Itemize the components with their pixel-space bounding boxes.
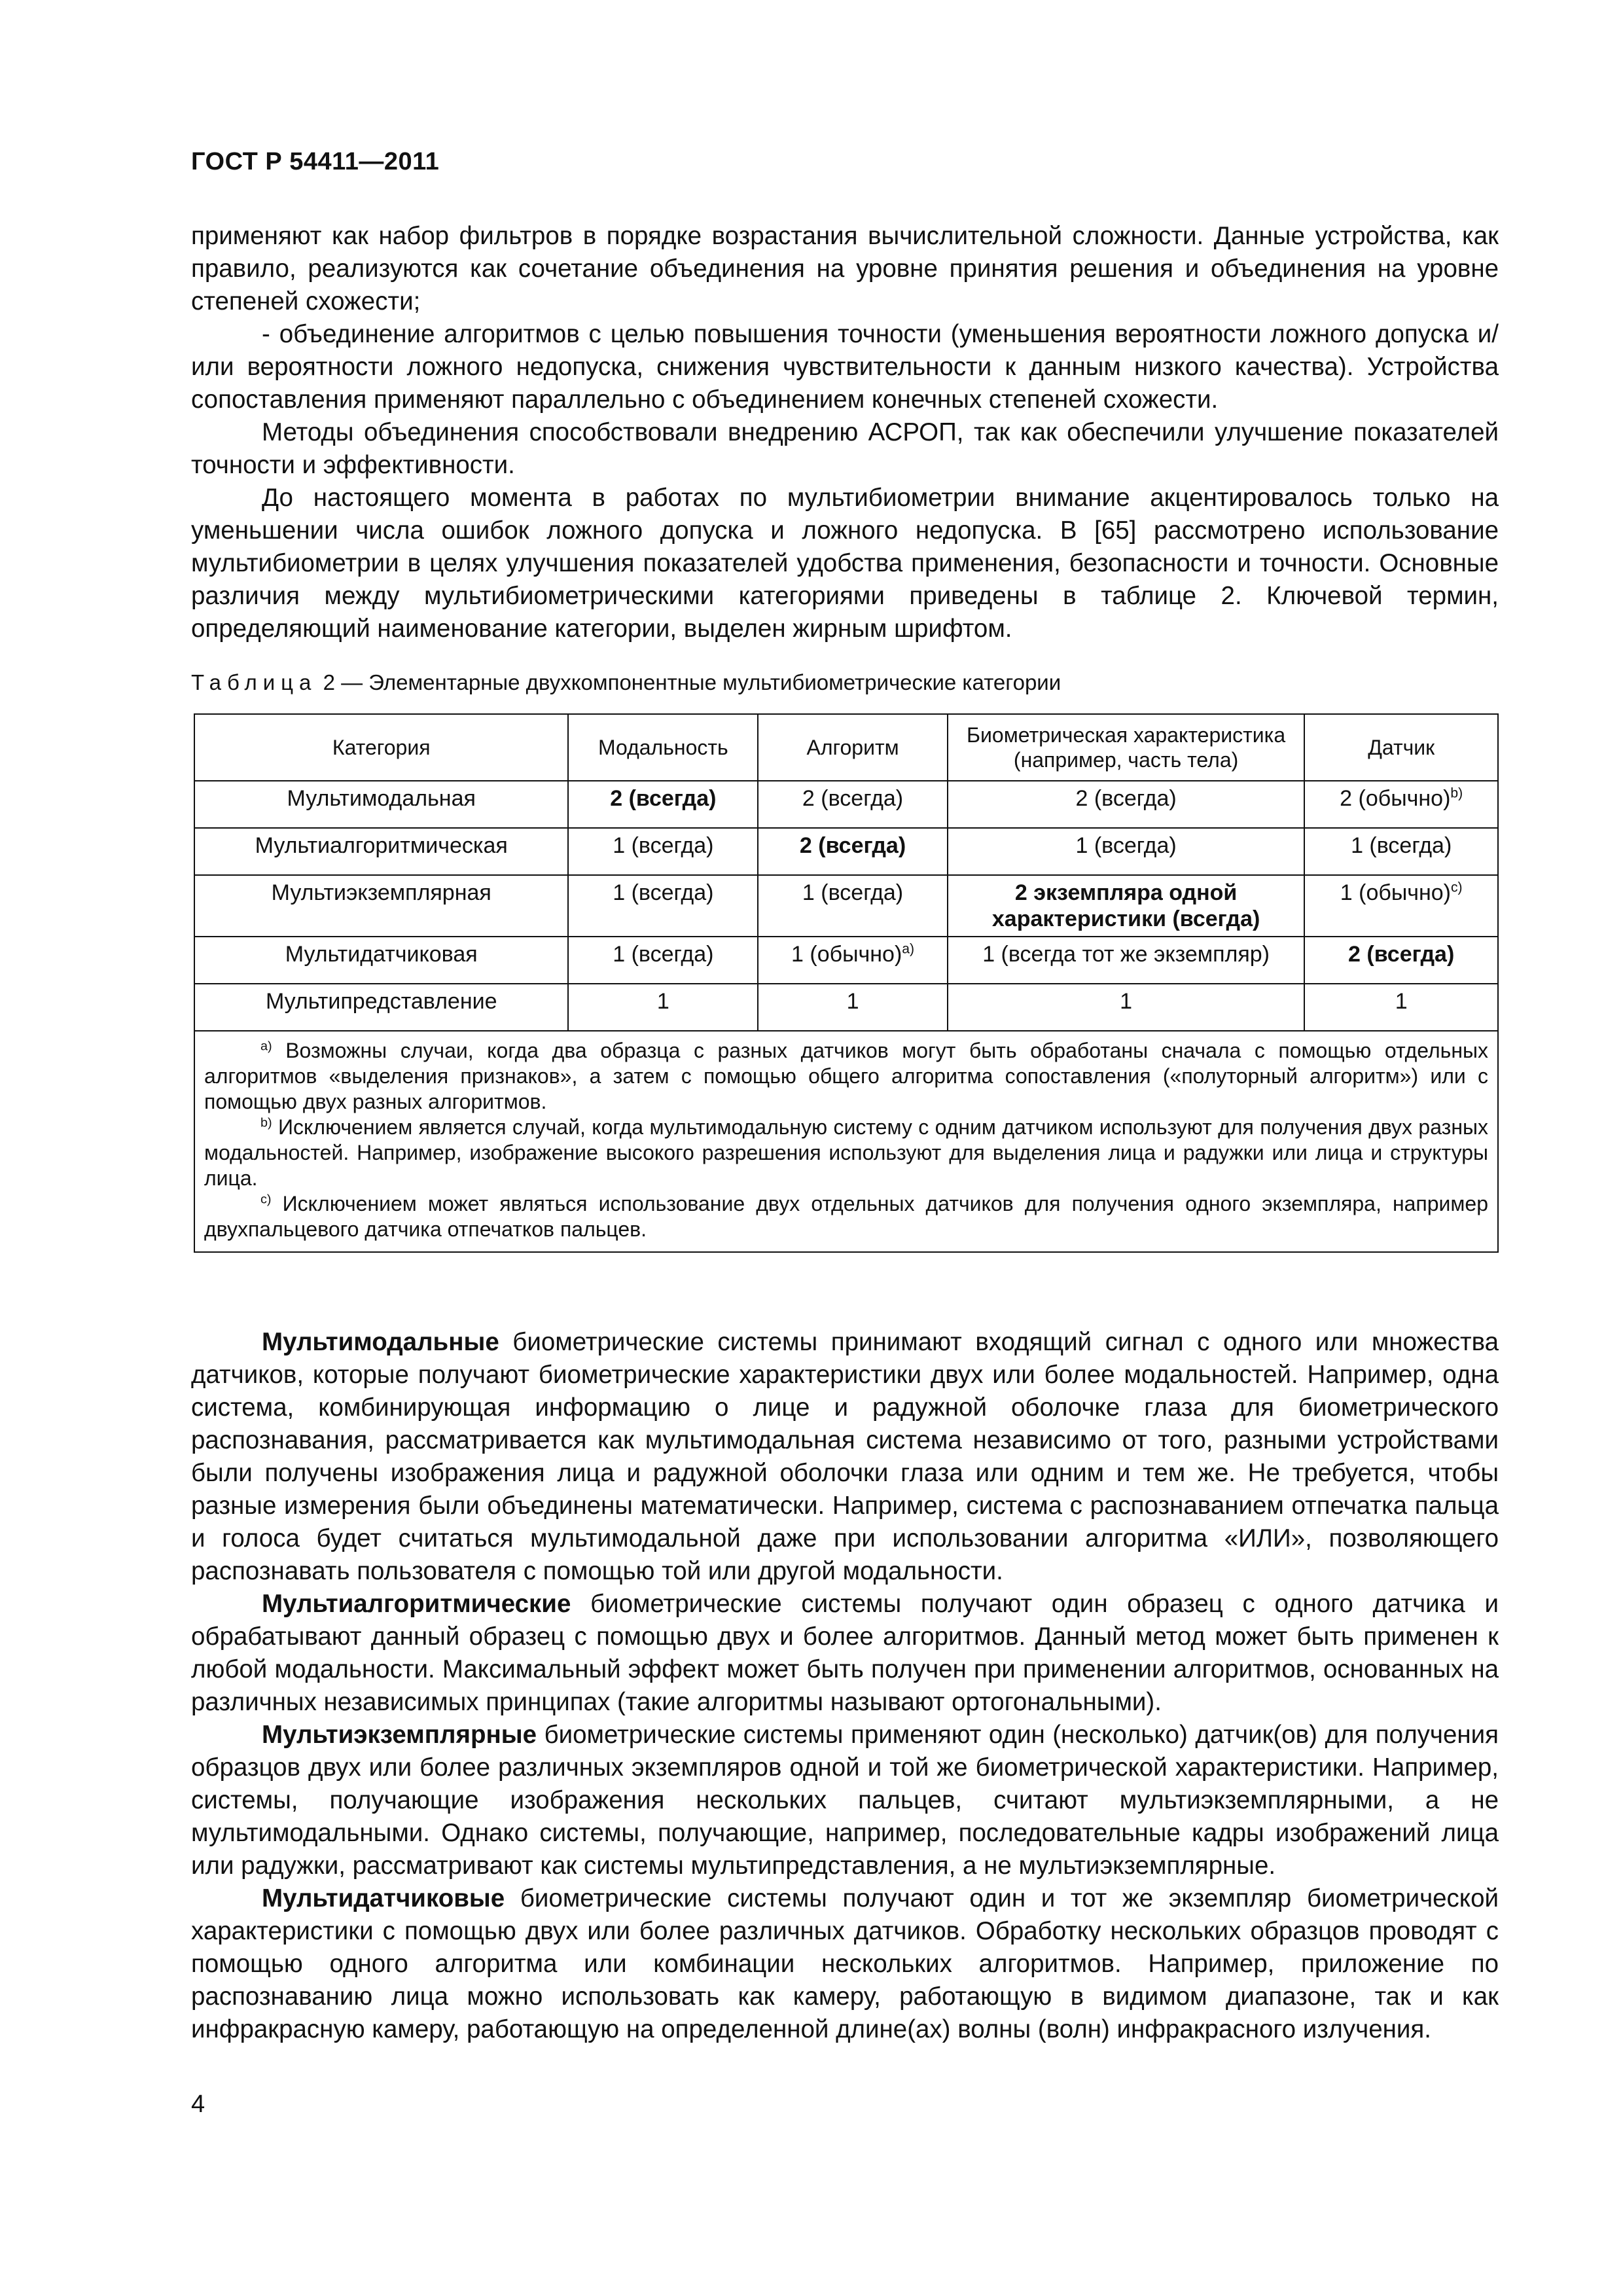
table-notes-row [194,1031,1498,1252]
definition-term: Мультиалгоритмические [262,1590,571,1618]
header-sensor: Датчик [1304,714,1498,781]
table-notes [194,1031,1498,1252]
definitions-text [191,1326,1499,2046]
header-characteristic: Биометрическая характеристика (например, часть тела) [948,714,1304,781]
cell-modality: 1 (всегда) [568,828,758,875]
paragraph: Методы объединения способствовали внедрению АСРОП, так как обеспечили улучшение показателей точности и эффективности. [191,418,1499,479]
table-note [204,1038,1488,1115]
cell-modality: 1 (всегда) [568,875,758,937]
table-note [204,1191,1488,1242]
definition-term: Мультимодальные [262,1328,499,1356]
cell-modality: 2 (всегда) [568,781,758,828]
table-row [194,875,1498,937]
header-modality: Модальность [568,714,758,781]
note-mark: b) [260,1115,272,1130]
cell-sensor: 1 [1304,984,1498,1031]
note-mark: a) [260,1039,272,1054]
paragraph: - объединение алгоритмов с целью повышения точности (уменьшения вероятности ложного допуска и/или вероятности ложного недопуска, снижения чувствительности к данным низкого качества). Устройства сопоставления применяют параллельно с объединением конечных степеней схожести. [191,320,1499,414]
paragraph: До настоящего момента в работах по мультибиометрии внимание акцентировалось только на уменьшении числа ошибок ложного допуска и ложного недопуска. В [65] рассмотрено использование мультибиометрии в целях улучшения показателей удобства применения, безопасности и точности. Основные различия между мультибиометрическими категориями приведены в таблице 2. Ключевой термин, определяющий наименование категории, выделен жирным шрифтом. [191,484,1499,643]
definition-term: Мультиэкземплярные [262,1721,537,1749]
document-header: ГОСТ Р 54411—2011 [191,148,440,175]
cell-modality: 1 (всегда) [568,937,758,984]
cell-algorithm: 2 (всегда) [758,781,948,828]
cell-algorithm: 1 (всегда) [758,875,948,937]
cell-algorithm: 1 [758,984,948,1031]
cell-sensor: 1 (всегда) [1304,828,1498,875]
definition-text: биометрические системы применяют один (несколько) датчик(ов) для получения образцов двух или более различных экземпляров одной и той же биометрической характеристики. Например, системы, получающие изображения нескольких пальцев, считают мультиэкземплярными, а не мультимодальными. Однако системы, получающие, например, последовательные кадры изображений лица или радужки, рассматривают как системы мультипредставления, а не мультиэкземплярные. [191,1721,1499,1880]
definition-paragraph [191,1326,1499,1588]
table-row [194,828,1498,875]
note-text: Возможны случаи, когда два образца с разных датчиков могут быть обработаны сначала с помощью отдельных алгоритмов «выделения признаков», а затем с помощью общего алгоритма сопоставления («полуторный алгоритм») или с помощью двух разных алгоритмов. [204,1039,1489,1113]
footnote-ref: b) [1450,785,1463,801]
definition-paragraph [191,1719,1499,1882]
cell-category: Мультиалгоритмическая [194,828,568,875]
cell-algorithm: 2 (всегда) [758,828,948,875]
cell-category: Мультимодальная [194,781,568,828]
categories-table [194,713,1499,1253]
definition-text: биометрические системы получают один и тот же экземпляр биометрической характеристики с помощью двух или более различных датчиков. Обработку нескольких образцов проводят с помощью одного алгоритма или комбинации нескольких алгоритмов. Например, приложение по распознаванию лица можно использовать как камеру, работающую в видимом диапазоне, так и как инфракрасную камеру, работающую на определенной длине(ах) волны (волн) инфракрасного излучения. [191,1884,1499,2043]
table-note [204,1115,1488,1191]
table-row [194,984,1498,1031]
footnote-ref: c) [1451,880,1463,895]
definition-paragraph [191,1882,1499,2046]
note-mark: c) [260,1192,272,1207]
cell-category: Мультипредставление [194,984,568,1031]
cell-characteristic: 1 (всегда) [948,828,1304,875]
table-header-row [194,714,1498,781]
header-category: Категория [194,714,568,781]
intro-text [191,220,1499,645]
cell-characteristic: 2 (всегда) [948,781,1304,828]
table-caption-label: Таблица [191,670,317,694]
cell-algorithm-value: 1 (обычно) [791,942,902,967]
cell-characteristic: 1 [948,984,1304,1031]
paragraph: применяют как набор фильтров в порядке возрастания вычислительной сложности. Данные устройства, как правило, реализуются как сочетание объединения на уровне принятия решения и объединения на уровне степеней схожести; [191,222,1499,315]
cell-sensor: 2 (всегда) [1304,937,1498,984]
note-text: Исключением является случай, когда мультимодальную систему с одним датчиком используют для получения двух разных модальностей. Например, изображение высокого разрешения используют для выделения лица и радужки или лица и структуры лица. [204,1115,1489,1190]
note-text: Исключением может являться использование двух отдельных датчиков для получения одного экземпляра, например двухпальцевого датчика отпечатков пальцев. [204,1192,1489,1241]
definition-paragraph [191,1588,1499,1719]
cell-modality: 1 [568,984,758,1031]
table-row [194,937,1498,984]
footnote-ref: a) [902,941,915,957]
definition-term: Мультидатчиковые [262,1884,505,1912]
cell-sensor-value: 2 (обычно) [1340,786,1451,811]
cell-category: Мультидатчиковая [194,937,568,984]
header-algorithm: Алгоритм [758,714,948,781]
cell-sensor [1304,781,1498,828]
table-row [194,781,1498,828]
page-number: 4 [191,2090,205,2118]
cell-algorithm [758,937,948,984]
cell-sensor [1304,875,1498,937]
table-caption [191,669,1061,696]
cell-characteristic: 2 экземпляра одной характеристики (всегда) [948,875,1304,937]
definition-text: биометрические системы получают один образец с одного датчика и обрабатывают данный образец с помощью двух и более алгоритмов. Данный метод может быть применен к любой модальности. Максимальный эффект может быть получен при применении алгоритмов, основанных на различных независимых принципах (такие алгоритмы называют ортогональными). [191,1590,1499,1716]
table-caption-text: 2 — Элементарные двухкомпонентные мультибиометрические категории [323,670,1061,694]
cell-characteristic: 1 (всегда тот же экземпляр) [948,937,1304,984]
definition-text: биометрические системы принимают входящий сигнал с одного или множества датчиков, которые получают биометрические характеристики двух или более модальностей. Например, одна система, комбинирующая информацию о лице и радужной оболочке глаза для биометрического распознавания, рассматривается как мультимодальная система независимо от того, разными устройствами были получены изображения лица и радужной оболочки глаза или одним и тем же. Не требуется, чтобы разные измерения были объединены математически. Например, система с распознаванием отпечатка пальца и голоса будет считаться мультимодальной даже при использовании алгоритма «ИЛИ», позволяющего распознавать пользователя с помощью той или другой модальности. [191,1328,1499,1585]
cell-sensor-value: 1 (обычно) [1340,880,1451,905]
cell-category: Мультиэкземплярная [194,875,568,937]
